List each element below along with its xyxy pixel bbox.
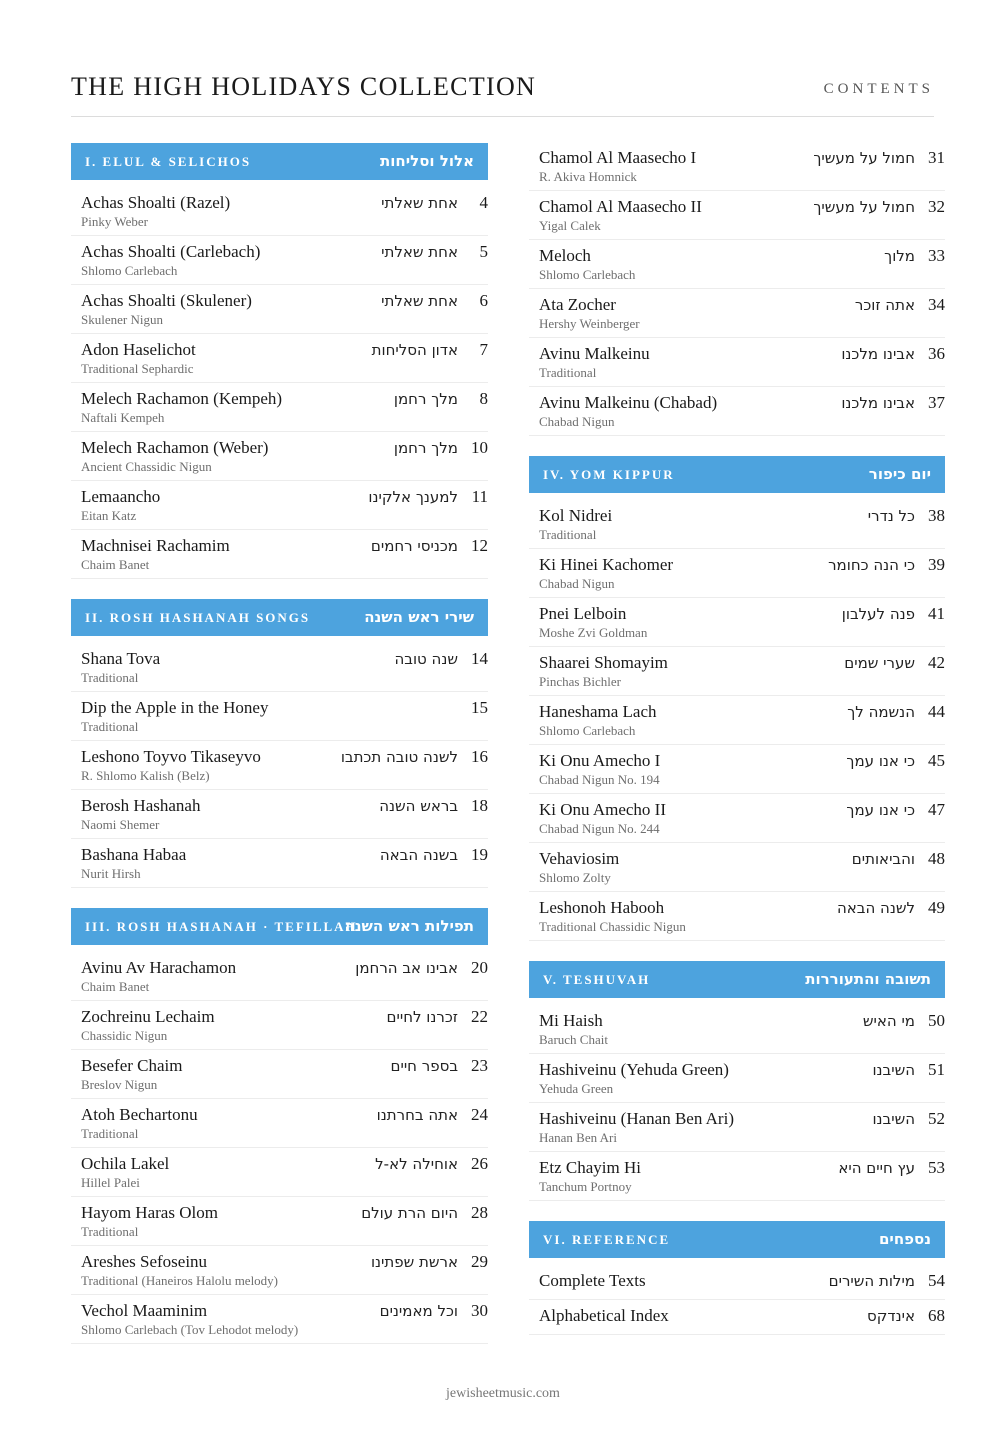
entry-composer: Chabad Nigun No. 194 — [539, 772, 660, 787]
entry-title: Chamol Al Maasecho I — [539, 148, 697, 167]
toc-entry[interactable] — [71, 742, 488, 790]
toc-section — [71, 143, 488, 579]
entry-title: Avinu Malkeinu — [539, 344, 650, 363]
entry-page-number: 48 — [928, 849, 945, 868]
entry-hebrew-title: השיבנו — [872, 1061, 915, 1079]
entry-hebrew-title: מכניסי רחמים — [370, 537, 458, 555]
entry-hebrew-title: פנה לעלבון — [841, 605, 915, 623]
entry-hebrew-title: כי אנו עמך — [846, 801, 915, 819]
entry-page-number: 42 — [928, 653, 945, 672]
entry-page-number: 37 — [928, 393, 945, 412]
toc-entry[interactable] — [71, 1149, 488, 1197]
toc-entry[interactable] — [71, 693, 488, 741]
entry-page-number: 18 — [471, 796, 488, 815]
entry-page-number: 41 — [928, 604, 945, 623]
toc-entry[interactable] — [71, 531, 488, 579]
entry-title: Dip the Apple in the Honey — [81, 698, 269, 717]
page-header — [71, 72, 934, 117]
toc-entry[interactable] — [71, 482, 488, 530]
entry-hebrew-title: שנה טובה — [394, 650, 458, 668]
toc-entry[interactable] — [71, 335, 488, 383]
entry-composer: Shlomo Zolty — [539, 870, 611, 885]
entry-title: Areshes Sefoseinu — [81, 1252, 208, 1271]
section-header — [529, 1221, 945, 1258]
section-header — [529, 456, 945, 493]
entry-title: Alphabetical Index — [539, 1306, 669, 1325]
section-title: V. TESHUVAH — [543, 972, 651, 987]
entry-composer: Chaim Banet — [81, 979, 150, 994]
toc-entry[interactable] — [529, 1153, 945, 1201]
toc-entry[interactable] — [71, 840, 488, 888]
entry-composer: Baruch Chait — [539, 1032, 608, 1047]
toc-entry[interactable] — [71, 1296, 488, 1344]
entry-page-number: 45 — [928, 751, 945, 770]
entry-page-number: 22 — [471, 1007, 488, 1026]
entry-page-number: 47 — [928, 800, 945, 819]
entry-composer: Chassidic Nigun — [81, 1028, 168, 1043]
entry-title: Vehaviosim — [539, 849, 620, 868]
entry-page-number: 11 — [471, 487, 488, 506]
entry-page-number: 28 — [471, 1203, 488, 1222]
toc-entry[interactable] — [529, 893, 945, 941]
toc-section — [529, 1221, 945, 1335]
section-hebrew-title: אלול וסליחות — [380, 152, 474, 170]
entry-page-number: 68 — [928, 1306, 945, 1325]
entry-title: Vechol Maaminim — [81, 1301, 208, 1320]
entry-title: Leshonoh Habooh — [539, 898, 665, 917]
entry-hebrew-title: למענך אלקינו — [368, 488, 458, 506]
entry-page-number: 34 — [928, 295, 945, 314]
entry-page-number: 51 — [928, 1060, 945, 1079]
entry-composer: Traditional Sephardic — [81, 361, 194, 376]
entry-hebrew-title: הנשמה לך — [847, 703, 915, 721]
toc-entry[interactable] — [529, 143, 945, 191]
entry-hebrew-title: בספר חיים — [390, 1057, 458, 1075]
page-title: THE HIGH HOLIDAYS COLLECTION — [71, 72, 537, 101]
footer-website: jewisheetmusic.com — [446, 1386, 560, 1401]
entry-page-number: 44 — [928, 702, 945, 721]
entry-hebrew-title: כי הנה כחומר — [828, 556, 915, 574]
entry-composer: Chabad Nigun — [539, 414, 615, 429]
entry-composer: Hanan Ben Ari — [539, 1130, 617, 1145]
toc-entry[interactable] — [71, 953, 488, 1001]
toc-entry[interactable] — [529, 1006, 945, 1054]
entry-hebrew-title: אבינו מלכנו — [841, 394, 915, 412]
entry-composer: Yehuda Green — [539, 1081, 614, 1096]
entry-hebrew-title: עץ חיים היא — [838, 1159, 915, 1177]
contents-label: CONTENTS — [823, 81, 934, 97]
toc-entry[interactable] — [529, 388, 945, 436]
entry-title: Mi Haish — [539, 1011, 603, 1030]
section-hebrew-title: תשובה והתעוררות — [805, 970, 931, 988]
entry-hebrew-title: בשנה הבאה — [379, 846, 458, 864]
entry-hebrew-title: כל נדרי — [867, 507, 915, 525]
entry-hebrew-title: בראש השנה — [379, 797, 458, 815]
entry-title: Chamol Al Maasecho II — [539, 197, 702, 216]
entry-title: Besefer Chaim — [81, 1056, 183, 1075]
toc-entry[interactable] — [529, 795, 945, 843]
entry-hebrew-title: כי אנו עמך — [846, 752, 915, 770]
entry-composer: R. Akiva Homnick — [539, 169, 637, 184]
toc-entry[interactable] — [529, 339, 945, 387]
toc-entry[interactable] — [529, 1301, 945, 1335]
entry-title: Avinu Malkeinu (Chabad) — [539, 393, 718, 412]
toc-section — [71, 908, 488, 1344]
entry-composer: Naftali Kempeh — [81, 410, 165, 425]
entry-hebrew-title: שערי שמים — [844, 654, 915, 672]
entry-hebrew-title: ארשת שפתינו — [370, 1253, 458, 1271]
toc-entry[interactable] — [529, 746, 945, 794]
entry-page-number: 33 — [928, 246, 945, 265]
section-hebrew-title: תפילות ראש השנה — [344, 917, 474, 935]
entry-composer: Chaim Banet — [81, 557, 150, 572]
entry-composer: Breslov Nigun — [81, 1077, 158, 1092]
entry-hebrew-title: מי האיש — [862, 1012, 915, 1030]
toc-entry[interactable] — [529, 501, 945, 549]
entry-title: Lemaancho — [81, 487, 161, 506]
entry-hebrew-title: אחת שאלתי — [381, 194, 458, 212]
entry-title: Hashiveinu (Yehuda Green) — [539, 1060, 729, 1079]
entry-composer: Hillel Palei — [81, 1175, 140, 1190]
entry-hebrew-title: אחת שאלתי — [381, 292, 458, 310]
toc-section — [71, 599, 488, 888]
section-hebrew-title: יום כיפור — [868, 465, 931, 483]
entry-page-number: 7 — [479, 340, 488, 359]
entry-title: Achas Shoalti (Skulener) — [81, 291, 252, 310]
entry-composer: Ancient Chassidic Nigun — [81, 459, 212, 474]
entry-hebrew-title: לשנה טובה תכתבו — [340, 748, 458, 766]
toc-entry[interactable] — [71, 1247, 488, 1295]
section-header — [71, 143, 488, 180]
toc-section — [529, 961, 945, 1201]
entry-hebrew-title: מילות השירים — [828, 1272, 915, 1290]
entry-hebrew-title: זכרנו לחיים — [386, 1008, 458, 1026]
left-column — [71, 143, 488, 1364]
section-title: III. ROSH HASHANAH · TEFILLAH — [85, 919, 358, 934]
entry-composer: Eitan Katz — [81, 508, 137, 523]
entry-composer: Traditional — [81, 1224, 139, 1239]
entry-composer: Yigal Calek — [539, 218, 601, 233]
entry-page-number: 54 — [928, 1271, 945, 1290]
entry-composer: Shlomo Carlebach — [539, 723, 636, 738]
section-hebrew-title: שירי ראש השנה — [364, 608, 474, 626]
toc-section — [529, 143, 945, 436]
entry-page-number: 15 — [471, 698, 488, 717]
entry-page-number: 23 — [471, 1056, 488, 1075]
entry-page-number: 30 — [471, 1301, 488, 1320]
entry-title: Ki Onu Amecho I — [539, 751, 661, 770]
entry-title: Bashana Habaa — [81, 845, 187, 864]
entry-hebrew-title: לשנה הבאה — [836, 899, 915, 917]
entry-title: Achas Shoalti (Carlebach) — [81, 242, 261, 261]
entry-composer: Shlomo Carlebach — [81, 263, 178, 278]
section-hebrew-title: נספחים — [878, 1230, 931, 1248]
entry-composer: Pinky Weber — [81, 214, 148, 229]
toc-entry[interactable] — [71, 791, 488, 839]
entry-hebrew-title: חמול על מעשיך — [813, 198, 915, 216]
entry-composer: Moshe Zvi Goldman — [539, 625, 648, 640]
toc-entry[interactable] — [529, 844, 945, 892]
entry-composer: Chabad Nigun — [539, 576, 615, 591]
entry-hebrew-title: אתה זוכר — [854, 296, 915, 314]
entry-composer: Shlomo Carlebach (Tov Lehodot melody) — [81, 1322, 299, 1337]
entry-composer: Traditional — [539, 365, 597, 380]
toc-entry[interactable] — [529, 550, 945, 598]
entry-title: Complete Texts — [539, 1271, 646, 1290]
toc-entry[interactable] — [529, 192, 945, 240]
entry-composer: Traditional — [81, 670, 139, 685]
entry-page-number: 53 — [928, 1158, 945, 1177]
section-header — [71, 599, 488, 636]
entry-title: Pnei Lelboin — [539, 604, 627, 623]
entry-title: Ata Zocher — [539, 295, 616, 314]
entry-hebrew-title: היום הרת עולם — [361, 1204, 458, 1222]
entry-page-number: 4 — [479, 193, 488, 212]
entry-composer: Skulener Nigun — [81, 312, 163, 327]
entry-page-number: 6 — [479, 291, 488, 310]
entry-hebrew-title: מלך רחמן — [393, 439, 458, 457]
entry-hebrew-title: אבינו אב הרחמן — [355, 959, 458, 977]
entry-title: Meloch — [539, 246, 591, 265]
entry-page-number: 52 — [928, 1109, 945, 1128]
toc-entry[interactable] — [71, 1051, 488, 1099]
toc-entry[interactable] — [71, 1198, 488, 1246]
entry-title: Atoh Bechartonu — [81, 1105, 198, 1124]
entry-hebrew-title: אדון הסליחות — [371, 341, 458, 359]
entry-page-number: 10 — [471, 438, 488, 457]
entry-hebrew-title: אחת שאלתי — [381, 243, 458, 261]
entry-hebrew-title: מלך רחמן — [393, 390, 458, 408]
entry-title: Leshono Toyvo Tikaseyvo — [81, 747, 261, 766]
toc-entry[interactable] — [71, 286, 488, 334]
entry-title: Avinu Av Harachamon — [81, 958, 237, 977]
entry-hebrew-title: חמול על מעשיך — [813, 149, 915, 167]
toc-entry[interactable] — [71, 433, 488, 481]
entry-title: Adon Haselichot — [81, 340, 196, 359]
entry-composer: Chabad Nigun No. 244 — [539, 821, 660, 836]
toc-entry[interactable] — [71, 384, 488, 432]
toc-entry[interactable] — [529, 697, 945, 745]
toc-entry[interactable] — [71, 1002, 488, 1050]
entry-title: Shaarei Shomayim — [539, 653, 668, 672]
entry-composer: Traditional — [81, 719, 139, 734]
entry-page-number: 39 — [928, 555, 945, 574]
section-title: II. ROSH HASHANAH SONGS — [85, 610, 311, 625]
entry-page-number: 32 — [928, 197, 945, 216]
entry-title: Ki Hinei Kachomer — [539, 555, 674, 574]
entry-page-number: 50 — [928, 1011, 945, 1030]
toc-entry[interactable] — [71, 644, 488, 692]
entry-title: Achas Shoalti (Razel) — [81, 193, 231, 212]
entry-composer: Hershy Weinberger — [539, 316, 640, 331]
entry-page-number: 5 — [479, 242, 488, 261]
section-title: IV. YOM KIPPUR — [543, 467, 675, 482]
section-header — [529, 961, 945, 998]
entry-title: Kol Nidrei — [539, 506, 613, 525]
entry-title: Ki Onu Amecho II — [539, 800, 667, 819]
entry-hebrew-title: וכל מאמינים — [379, 1302, 458, 1320]
entry-page-number: 20 — [471, 958, 488, 977]
toc-entry[interactable] — [71, 188, 488, 236]
entry-title: Hayom Haras Olom — [81, 1203, 218, 1222]
entry-page-number: 38 — [928, 506, 945, 525]
entry-hebrew-title: אינדקס — [867, 1307, 915, 1325]
entry-composer: Nurit Hirsh — [81, 866, 141, 881]
right-column — [529, 143, 945, 1355]
toc-entry[interactable] — [71, 237, 488, 285]
entry-title: Haneshama Lach — [539, 702, 657, 721]
entry-composer: Shlomo Carlebach — [539, 267, 636, 282]
entry-hebrew-title: והביאותים — [851, 850, 915, 868]
entry-page-number: 16 — [471, 747, 488, 766]
entry-title: Machnisei Rachamim — [81, 536, 230, 555]
entry-composer: Traditional (Haneiros Halolu melody) — [81, 1273, 279, 1288]
toc-entry[interactable] — [529, 241, 945, 289]
entry-page-number: 14 — [471, 649, 488, 668]
entry-composer: Traditional Chassidic Nigun — [539, 919, 686, 934]
entry-hebrew-title: מלוך — [884, 247, 915, 265]
entry-page-number: 19 — [471, 845, 488, 864]
entry-page-number: 36 — [928, 344, 945, 363]
toc-entry[interactable] — [71, 1100, 488, 1148]
entry-composer: Naomi Shemer — [81, 817, 160, 832]
entry-title: Etz Chayim Hi — [539, 1158, 641, 1177]
entry-title: Shana Tova — [81, 649, 161, 668]
entry-page-number: 26 — [471, 1154, 488, 1173]
entry-title: Melech Rachamon (Weber) — [81, 438, 269, 457]
toc-entry[interactable] — [529, 599, 945, 647]
entry-hebrew-title: אתה בחרתנו — [376, 1106, 458, 1124]
section-title: VI. REFERENCE — [543, 1232, 671, 1247]
entry-hebrew-title: השיבנו — [872, 1110, 915, 1128]
toc-entry[interactable] — [529, 648, 945, 696]
toc-entry[interactable] — [529, 1055, 945, 1103]
entry-title: Zochreinu Lechaim — [81, 1007, 215, 1026]
entry-composer: Traditional — [81, 1126, 139, 1141]
section-header — [71, 908, 488, 945]
section-title: I. ELUL & SELICHOS — [85, 154, 252, 169]
entry-composer: Pinchas Bichler — [539, 674, 621, 689]
entry-page-number: 24 — [471, 1105, 488, 1124]
entry-page-number: 49 — [928, 898, 945, 917]
entry-hebrew-title: אוחילה לא-ל — [375, 1155, 458, 1173]
entry-composer: Traditional — [539, 527, 597, 542]
entry-page-number: 8 — [479, 389, 488, 408]
entry-hebrew-title: אבינו מלכנו — [841, 345, 915, 363]
toc-entry[interactable] — [529, 1266, 945, 1300]
toc-entry[interactable] — [529, 290, 945, 338]
toc-entry[interactable] — [529, 1104, 945, 1152]
entry-title: Berosh Hashanah — [81, 796, 201, 815]
entry-composer: R. Shlomo Kalish (Belz) — [81, 768, 210, 783]
entry-title: Ochila Lakel — [81, 1154, 170, 1173]
toc-section — [529, 456, 945, 941]
entry-composer: Tanchum Portnoy — [539, 1179, 632, 1194]
entry-page-number: 31 — [928, 148, 945, 167]
entry-page-number: 12 — [471, 536, 488, 555]
entry-page-number: 29 — [471, 1252, 488, 1271]
entry-title: Hashiveinu (Hanan Ben Ari) — [539, 1109, 734, 1128]
entry-title: Melech Rachamon (Kempeh) — [81, 389, 283, 408]
